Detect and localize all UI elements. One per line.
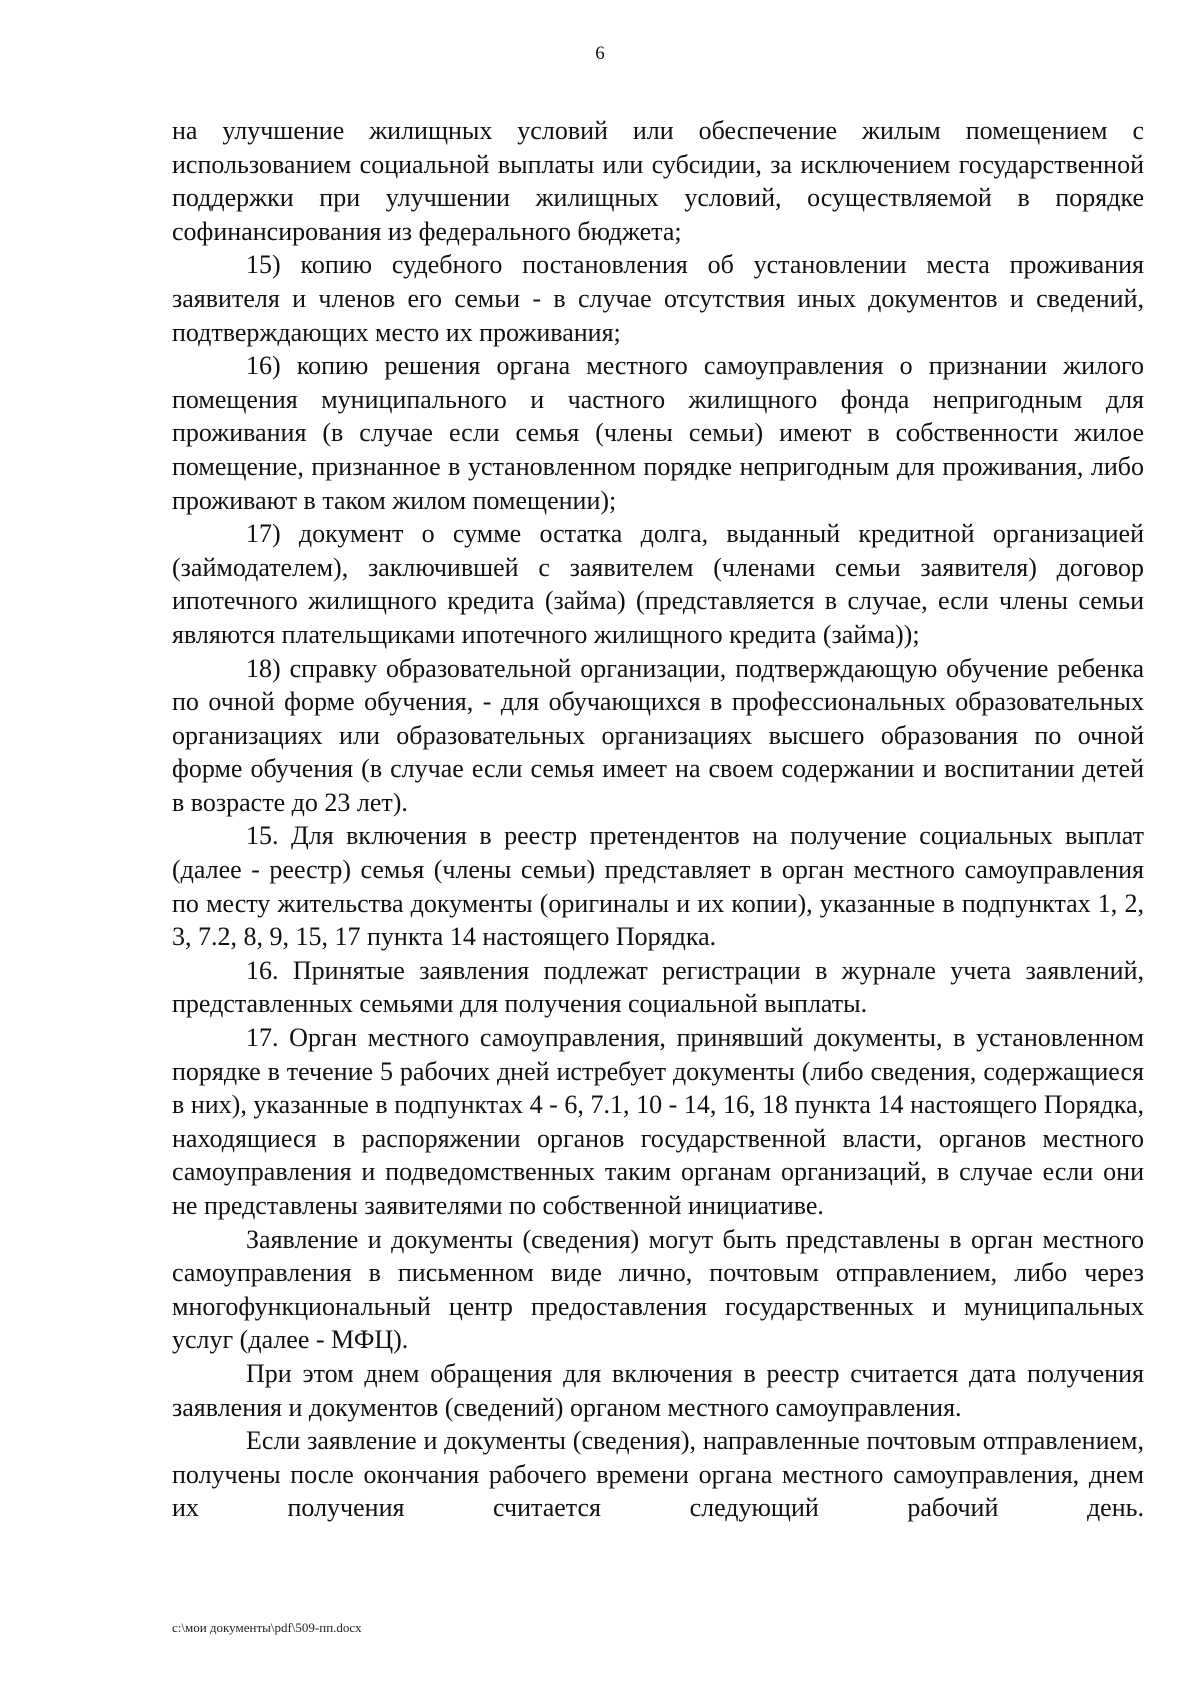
paragraph-item-15: 15) копию судебного постановления об установлении места проживания заявителя и членов его семьи - в случае отсутствия иных документов и сведений, подтверждающих место их проживания; xyxy=(172,250,1144,347)
paragraph-submission-methods: Заявление и документы (сведения) могут быть представлены в орган местного самоуправления в письменном виде лично, почтовым отправлением, либо через многофункциональный центр предоставления государственных и муниципальных услуг (далее - МФЦ). xyxy=(172,1224,1144,1355)
document-body xyxy=(172,114,1144,1525)
paragraph-clause-16: 16. Принятые заявления подлежат регистрации в журнале учета заявлений, представленных семьями для получения социальной выплаты. xyxy=(172,955,1144,1019)
footer-file-path: c:\мои документы\pdf\509-пп.docx xyxy=(172,1620,362,1635)
paragraph-clause-15: 15. Для включения в реестр претендентов на получение социальных выплат (далее - реестр) семья (члены семьи) представляет в орган местного самоуправления по месту жительства документы (оригиналы и их копии), указанные в подпунктах 1, 2, 3, 7.2, 8, 9, 15, 17 пункта 14 настоящего Порядка. xyxy=(172,821,1144,952)
paragraph-date-of-application: При этом днем обращения для включения в реестр считается дата получения заявления и документов (сведений) органом местного самоуправления. xyxy=(172,1358,1144,1422)
page-number: 6 xyxy=(595,43,605,64)
paragraph-postal-receipt: Если заявление и документы (сведения), направленные почтовым отправлением, получены после окончания рабочего времени органа местного самоуправления, днем их получения считается следующий рабочий день. xyxy=(172,1426,1144,1523)
paragraph-item-16: 16) копию решения органа местного самоуправления о признании жилого помещения муниципального и частного жилищного фонда непригодным для проживания (в случае если семья (члены семьи) имеют в собственности жилое помещение, признанное в установленном порядке непригодным для проживания, либо проживают в таком жилом помещении); xyxy=(172,351,1144,515)
paragraph-continuation: на улучшение жилищных условий или обеспечение жилым помещением с использованием социальной выплаты или субсидии, за исключением государственной поддержки при улучшении жилищных условий, осуществляемой в порядке софинансирования из федерального бюджета; xyxy=(172,116,1144,246)
paragraph-item-18: 18) справку образовательной организации, подтверждающую обучение ребенка по очной форме обучения, - для обучающихся в профессиональных образовательных организациях или образовательных организациях высшего образования по очной форме обучения (в случае если семья имеет на своем содержании и воспитании детей в возрасте до 23 лет). xyxy=(172,653,1144,817)
paragraph-item-17: 17) документ о сумме остатка долга, выданный кредитной организацией (займодателем), заключившей с заявителем (членами семьи заявителя) договор ипотечного жилищного кредита (займа) (представляется в случае, если члены семьи являются плательщиками ипотечного жилищного кредита (займа)); xyxy=(172,519,1144,649)
paragraph-clause-17: 17. Орган местного самоуправления, принявший документы, в установленном порядке в течение 5 рабочих дней истребует документы (либо сведения, содержащиеся в них), указанные в подпунктах 4 - 6, 7.1, 10 - 14, 16, 18 пункта 14 настоящего Порядка, находящиеся в распоряжении органов государственной власти, органов местного самоуправления и подведомственных таким органам организаций, в случае если они не представлены заявителями по собственной инициативе. xyxy=(172,1023,1144,1220)
